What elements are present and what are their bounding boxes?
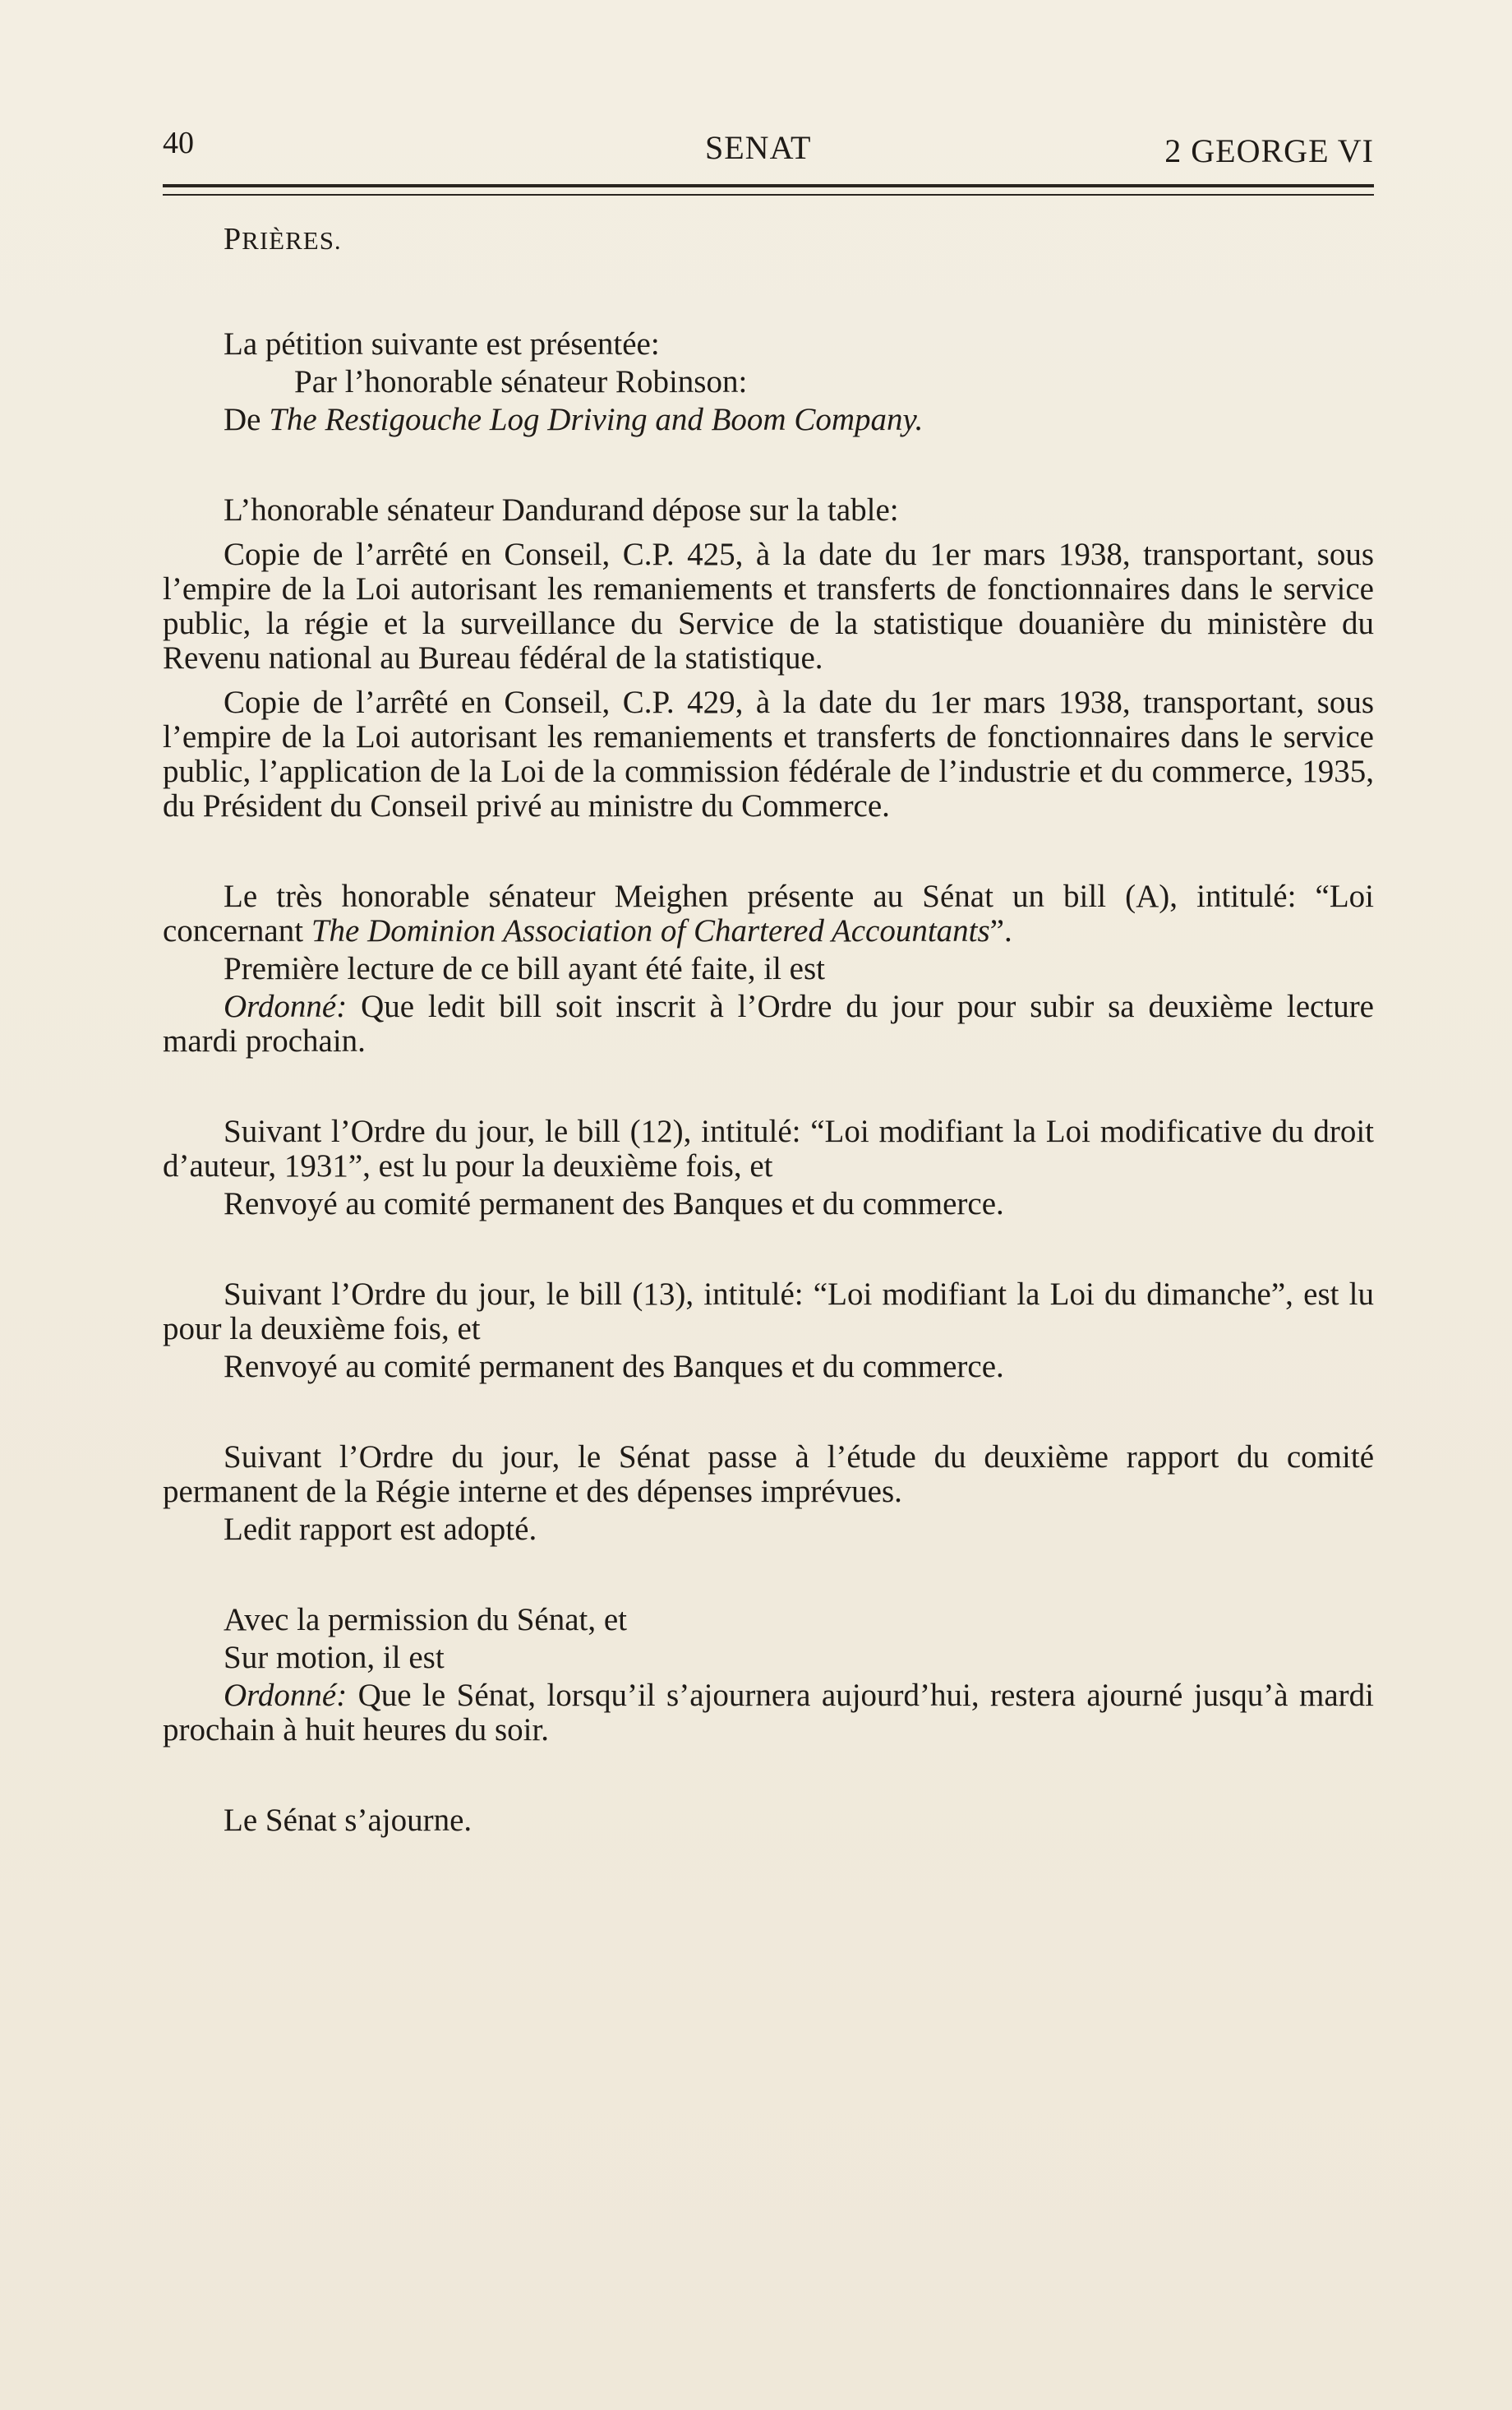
- meighen-ordonne-label: Ordonné:: [224, 989, 348, 1024]
- meighen-line-1-italic: The Dominion Association of Chartered Accountants: [311, 913, 990, 949]
- document-content: [163, 222, 1374, 1838]
- adjournment-line-2: Sur motion, il est: [224, 1640, 445, 1675]
- bill-13-line-2: Renvoyé au comité permanent des Banques et du commerce.: [224, 1349, 1004, 1384]
- meighen-ordonne-text: Que ledit bill soit inscrit à l’Ordre du jour pour subir sa deuxième lecture mardi prochain.: [163, 989, 1374, 1059]
- bill-12-line-2: Renvoyé au comité permanent des Banques et du commerce.: [224, 1186, 1004, 1221]
- meighen-line-1-prefix: Le très honorable sénateur Meighen présente au Sénat un bill (A), intitulé: “Loi concernant: [163, 879, 1374, 949]
- running-head: [163, 123, 1374, 173]
- page-number: 40: [163, 126, 194, 160]
- adjournment-ordonne-label: Ordonné:: [224, 1678, 348, 1713]
- page-title-center: SENAT: [705, 129, 812, 166]
- adjournment-ordonne-text: Que le Sénat, lorsqu’il s’ajournera aujourd’hui, restera ajourné jusqu’à mardi prochain à huit heures du soir.: [163, 1678, 1374, 1747]
- section-heading: [224, 222, 1374, 258]
- heading-first-letter: P: [224, 222, 242, 256]
- final-block: [163, 1803, 1374, 1838]
- bill-13-line-1: Suivant l’Ordre du jour, le bill (13), intitulé: “Loi modifiant la Loi du dimanche”, est lu pour la deuxième fois, et: [163, 1277, 1374, 1346]
- header-rule-thin: [163, 194, 1374, 196]
- report-line-2: Ledit rapport est adopté.: [224, 1512, 537, 1547]
- dandurand-paragraph-2: Copie de l’arrêté en Conseil, C.P. 429, à la date du 1er mars 1938, transportant, sous l’empire de la Loi autorisant les remaniements et transferts de fonctionnaires dans le service public, l’application de la Loi de la commission fédérale de l’industrie et du commerce, 1935, du Président du Conseil privé au ministre du Commerce.: [163, 685, 1374, 824]
- page-title-right: 2 GEORGE VI: [1164, 132, 1374, 169]
- meighen-line-2: Première lecture de ce bill ayant été faite, il est: [224, 951, 825, 986]
- adjournment-motion-block: [163, 1603, 1374, 1747]
- bill-13-block: [163, 1277, 1374, 1384]
- petition-line-3: [163, 403, 1374, 437]
- petition-block: [163, 327, 1374, 437]
- dandurand-line-1: L’honorable sénateur Dandurand dépose sur la table:: [224, 492, 899, 528]
- petition-line-3-company: The Restigouche Log Driving and Boom Company.: [269, 402, 924, 437]
- meighen-line-1-suffix: ”.: [989, 913, 1012, 949]
- petition-line-1: La pétition suivante est présentée:: [224, 326, 660, 362]
- petition-line-2: Par l’honorable sénateur Robinson:: [294, 364, 748, 399]
- dandurand-block: [163, 493, 1374, 824]
- final-line: Le Sénat s’ajourne.: [224, 1803, 472, 1838]
- meighen-line-3: [163, 990, 1374, 1059]
- meighen-line-1: [163, 880, 1374, 949]
- adjournment-line-1: Avec la permission du Sénat, et: [224, 1602, 627, 1637]
- header-rule-thick: [163, 184, 1374, 187]
- meighen-block: [163, 880, 1374, 1059]
- report-block: [163, 1440, 1374, 1547]
- bill-12-line-1: Suivant l’Ordre du jour, le bill (12), intitulé: “Loi modifiant la Loi modificative du droit d’auteur, 1931”, est lu pour la deuxième fois, et: [163, 1114, 1374, 1184]
- adjournment-line-3: [163, 1678, 1374, 1747]
- bill-12-block: [163, 1115, 1374, 1221]
- petition-line-3-prefix: De: [224, 402, 270, 437]
- heading-rest: RIÈRES.: [242, 226, 342, 255]
- dandurand-paragraph-1: Copie de l’arrêté en Conseil, C.P. 425, à la date du 1er mars 1938, transportant, sous l’empire de la Loi autorisant les remaniements et transferts de fonctionnaires dans le service public, la régie et la surveillance du Service de la statistique douanière du ministère du Revenu national au Bureau fédéral de la statistique.: [163, 537, 1374, 676]
- report-line-1: Suivant l’Ordre du jour, le Sénat passe à l’étude du deuxième rapport du comité permanent de la Régie interne et des dépenses imprévues.: [163, 1439, 1374, 1509]
